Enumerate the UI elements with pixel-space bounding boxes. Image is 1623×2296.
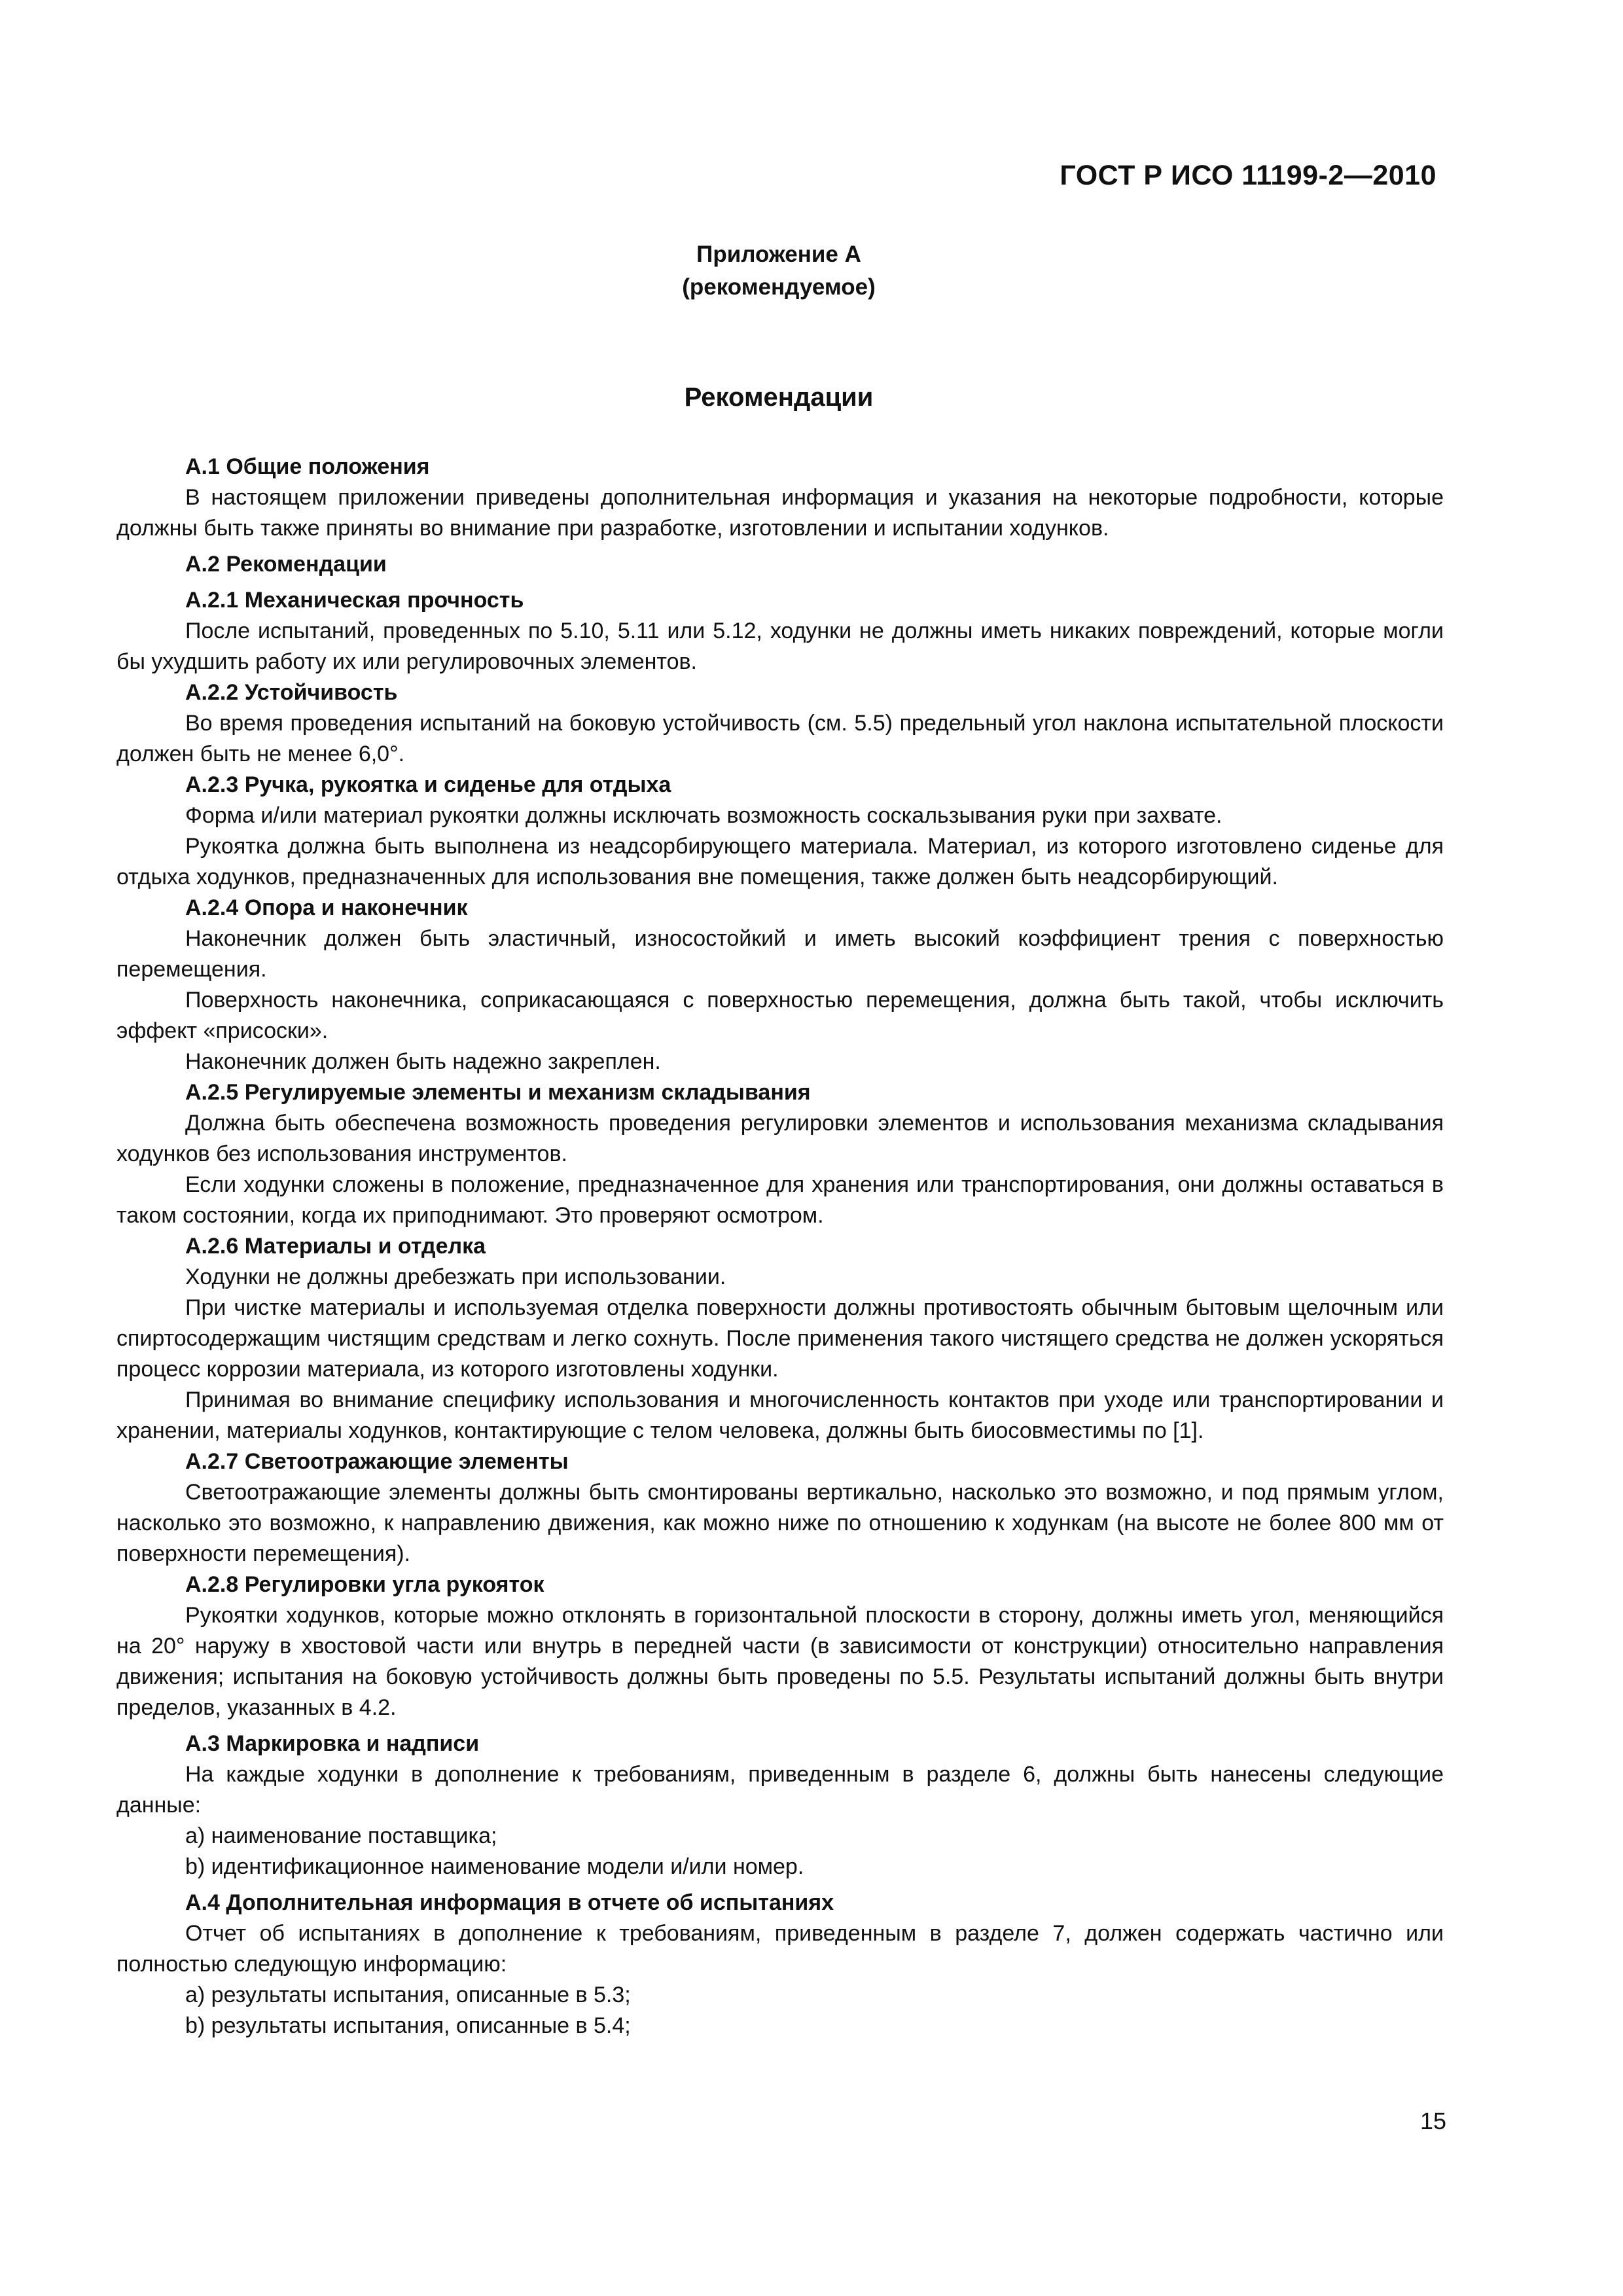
paragraph: На каждые ходунки в дополнение к требованиям, приведенным в разделе 6, должны быть нанесены следующие данные:	[116, 1762, 1444, 1818]
list-item: а) результаты испытания, описанные в 5.3;	[185, 1982, 631, 2007]
paragraph: При чистке материалы и используемая отделка поверхности должны противостоять обычным бытовым щелочным или спиртосодержащим чистящим средствам и легко сохнуть. После применения такого чистящего средства не должен ускоряться процесс коррозии материала, из которого изготовлены ходунки.	[116, 1295, 1444, 1382]
main-title: Рекомендации	[684, 383, 874, 412]
heading-a23: А.2.3 Ручка, рукоятка и сиденье для отдыха	[185, 772, 671, 797]
heading-a26: А.2.6 Материалы и отделка	[185, 1234, 486, 1259]
heading-a2: А.2 Рекомендации	[185, 552, 387, 577]
document-code: ГОСТ Р ИСО 11199-2—2010	[1060, 160, 1436, 191]
paragraph: Во время проведения испытаний на боковую устойчивость (см. 5.5) предельный угол наклона испытательной плоскости должен быть не менее 6,0°.	[116, 711, 1444, 766]
paragraph: Ходунки не должны дребезжать при использовании.	[185, 1265, 726, 1289]
paragraph: После испытаний, проведенных по 5.10, 5.11 или 5.12, ходунки не должны иметь никаких повреждений, которые могли бы ухудшить работу их или регулировочных элементов.	[116, 619, 1444, 674]
paragraph: Наконечник должен быть эластичный, износостойкий и иметь высокий коэффициент трения с поверхностью перемещения.	[116, 926, 1444, 982]
appendix-subtitle: (рекомендуемое)	[682, 274, 876, 300]
paragraph: Рукоятки ходунков, которые можно отклонять в горизонтальной плоскости в сторону, должны иметь угол, меняющийся на 20° наружу в хвостовой части или внутрь в передней части (в зависимости от конструкции) относительно направления движения; испытания на боковую устойчивость должны быть проведены по 5.5. Результаты испытаний должны быть внутри пределов, указанных в 4.2.	[116, 1603, 1444, 1720]
heading-a24: А.2.4 Опора и наконечник	[185, 895, 468, 920]
paragraph: В настоящем приложении приведены дополнительная информация и указания на некоторые подробности, которые должны быть также приняты во внимание при разработке, изготовлении и испытании ходунков.	[116, 485, 1444, 541]
heading-a25: А.2.5 Регулируемые элементы и механизм складывания	[185, 1080, 811, 1105]
list-item: b) результаты испытания, описанные в 5.4;	[185, 2013, 631, 2038]
heading-a22: А.2.2 Устойчивость	[185, 680, 398, 705]
paragraph: Рукоятка должна быть выполнена из неадсорбирующего материала. Материал, из которого изготовлено сиденье для отдыха ходунков, предназначенных для использования вне помещения, также должен быть неадсорбирующий.	[116, 834, 1444, 889]
paragraph: Поверхность наконечника, соприкасающаяся с поверхностью перемещения, должна быть такой, чтобы исключить эффект «присоски».	[116, 988, 1444, 1043]
heading-a21: А.2.1 Механическая прочность	[185, 588, 524, 613]
list-item: b) идентификационное наименование модели и/или номер.	[185, 1854, 804, 1879]
paragraph: Отчет об испытаниях в дополнение к требованиям, приведенным в разделе 7, должен содержать частично или полностью следующую информацию:	[116, 1921, 1444, 1977]
paragraph: Принимая во внимание специфику использования и многочисленность контактов при уходе или транспортировании и хранении, материалы ходунков, контактирующие с телом человека, должны быть биосовместимы по [1].	[116, 1388, 1444, 1443]
paragraph: Наконечник должен быть надежно закреплен.	[185, 1049, 661, 1074]
heading-a4: А.4 Дополнительная информация в отчете об испытаниях	[185, 1890, 834, 1915]
heading-a28: А.2.8 Регулировки угла рукояток	[185, 1572, 544, 1597]
heading-a3: А.3 Маркировка и надписи	[185, 1731, 480, 1756]
paragraph: Светоотражающие элементы должны быть смонтированы вертикально, насколько это возможно, и под прямым углом, насколько это возможно, к направлению движения, как можно ниже по отношению к ходункам (на высоте не более 800 мм от поверхности перемещения).	[116, 1480, 1444, 1566]
heading-a27: А.2.7 Светоотражающие элементы	[185, 1449, 569, 1474]
appendix-title: Приложение А	[696, 242, 861, 267]
appendix-block	[0, 238, 1558, 304]
paragraph: Форма и/или материал рукоятки должны исключать возможность соскальзывания руки при захвате.	[185, 803, 1222, 828]
paragraph: Должна быть обеспечена возможность проведения регулировки элементов и использования механизма складывания ходунков без использования инструментов.	[116, 1111, 1444, 1166]
content-body	[116, 452, 1444, 2041]
page-number: 15	[1419, 2108, 1446, 2134]
heading-a1: А.1 Общие положения	[185, 454, 430, 479]
paragraph: Если ходунки сложены в положение, предназначенное для хранения или транспортирования, они должны оставаться в таком состоянии, когда их приподнимают. Это проверяют осмотром.	[116, 1172, 1444, 1228]
list-item: а) наименование поставщика;	[185, 1823, 497, 1848]
